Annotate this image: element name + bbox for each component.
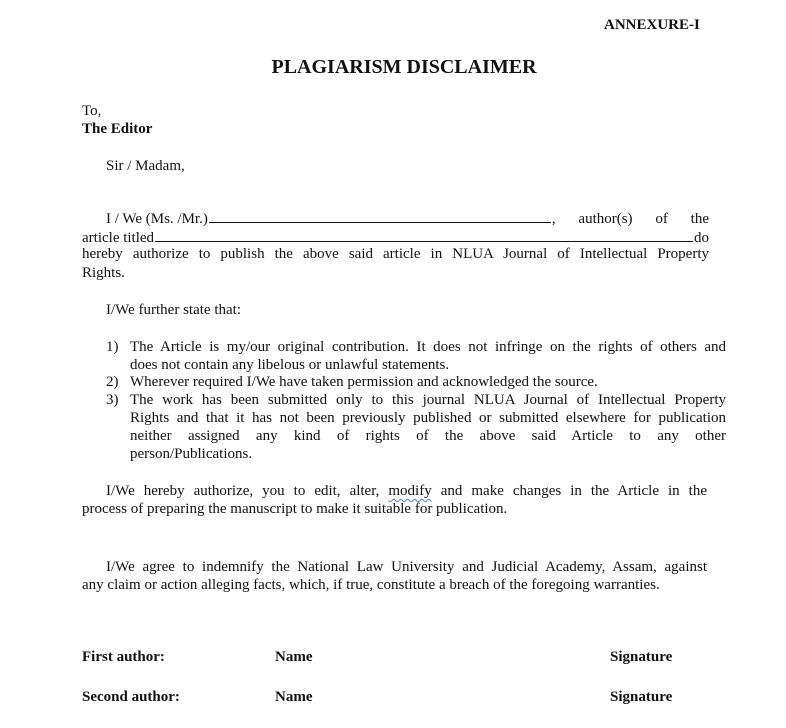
spellcheck-flagged-word[interactable]: modify	[388, 483, 432, 499]
indemnity-line-1: I/We agree to indemnify the National Law University and Judicial Academy, Assam, against	[106, 559, 707, 575]
list-item-number: 2)	[106, 374, 119, 390]
article-title-prefix: article titled	[82, 230, 155, 246]
editing-consent-text: I/We hereby authorize, you to edit, alter,	[106, 483, 380, 499]
article-title-suffix: do	[694, 230, 709, 246]
first-author-name-label: Name	[275, 649, 313, 665]
list-item-line: Rights and that it has not been previously published or submitted elsewhere for publication	[130, 410, 726, 426]
list-item-number: 3)	[106, 392, 119, 408]
list-item-line: does not contain any libelous or unlawful statements.	[130, 357, 450, 373]
authorization-line-4: Rights.	[82, 265, 125, 281]
document-title: PLAGIARISM DISCLAIMER	[271, 56, 537, 78]
address-recipient: The Editor	[82, 121, 153, 137]
authorization-line-1	[106, 208, 709, 228]
annexure-label: ANNEXURE-I	[604, 17, 700, 33]
address-to: To,	[82, 103, 102, 119]
editing-consent-line-1	[106, 482, 707, 500]
author-name-blank[interactable]	[209, 208, 551, 223]
editing-consent-line-2: process of preparing the manuscript to make it suitable for publication.	[82, 501, 508, 517]
authorization-line-2	[82, 227, 709, 247]
list-item-number: 1)	[106, 339, 119, 355]
salutation: Sir / Madam,	[106, 158, 185, 174]
list-item-line: Wherever required I/We have taken permission and acknowledged the source.	[130, 374, 598, 390]
article-title-blank[interactable]	[155, 227, 693, 242]
author-name-suffix: , author(s) of the	[551, 211, 709, 227]
list-item-line: person/Publications.	[130, 446, 253, 462]
authorization-line-3: hereby authorize to publish the above said article in NLUA Journal of Intellectual Property	[82, 246, 709, 262]
second-author-label: Second author:	[82, 689, 180, 705]
list-item-line: neither assigned any kind of rights of the above said Article to any other	[130, 428, 726, 444]
first-author-signature-label: Signature	[610, 649, 673, 665]
second-author-name-label: Name	[275, 689, 313, 705]
list-item-line: The Article is my/our original contribution. It does not infringe on the rights of others and	[130, 339, 726, 355]
first-author-label: First author:	[82, 649, 165, 665]
list-item-line: The work has been submitted only to this journal NLUA Journal of Intellectual Property	[130, 392, 726, 408]
author-name-prefix: I / We (Ms. /Mr.)	[106, 211, 208, 227]
statements-intro: I/We further state that:	[106, 302, 241, 318]
editing-consent-text: and make changes in the Article in the	[440, 483, 708, 499]
indemnity-line-2: any claim or action alleging facts, which, if true, constitute a breach of the foregoing warranties.	[82, 577, 660, 593]
second-author-signature-label: Signature	[610, 689, 673, 705]
